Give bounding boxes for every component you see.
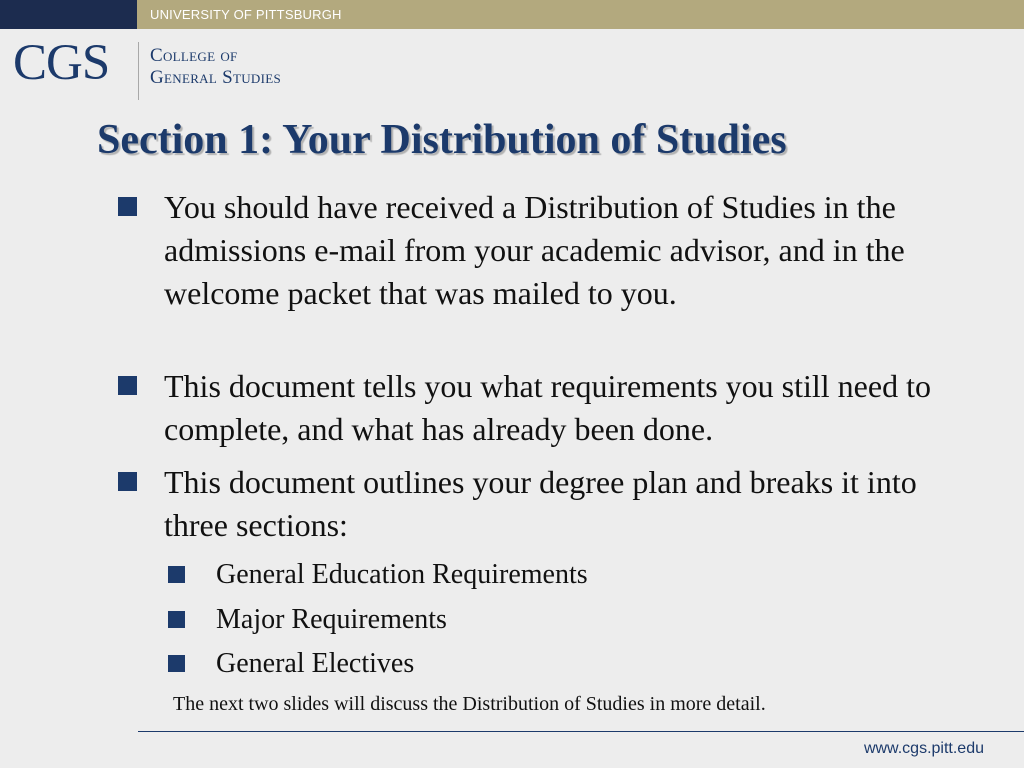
footer-url-link[interactable]: www.cgs.pitt.edu [863, 740, 984, 757]
bullet-square-icon [118, 376, 137, 395]
slide-note: The next two slides will discuss the Distribution of Studies in more detail. [173, 693, 766, 715]
sub-bullet-square-icon [168, 566, 185, 583]
logo-divider [138, 42, 139, 100]
bullet-square-icon [118, 197, 137, 216]
slide-title: Section 1: Your Distribution of Studies [97, 117, 787, 163]
bullet-text: This document outlines your degree plan and breaks it into three sections: [164, 464, 917, 543]
top-banner-navy-block [0, 0, 137, 29]
university-name: UNIVERSITY OF PITTSBURGH [150, 7, 342, 22]
wordmark-line-1: College of [150, 45, 238, 66]
college-wordmark [150, 45, 281, 89]
sub-bullet-text: General Education Requirements [216, 559, 588, 590]
bullet-text: You should have received a Distribution of Studies in the admissions e-mail from your academic advisor, and in the welcome packet that was mailed to you. [164, 189, 905, 311]
cgs-logo-mark: CGS [13, 35, 110, 91]
sub-bullet-text: Major Requirements [216, 604, 447, 635]
sub-bullet-square-icon [168, 655, 185, 672]
sub-bullet-text: General Electives [216, 648, 415, 679]
bullet-square-icon [118, 472, 137, 491]
footer-rule [138, 731, 1024, 732]
wordmark-line-2: General Studies [150, 67, 282, 88]
top-banner [0, 0, 1024, 29]
sub-bullet-square-icon [168, 611, 185, 628]
bullet-text: This document tells you what requirements you still need to complete, and what has already been done. [164, 368, 931, 447]
